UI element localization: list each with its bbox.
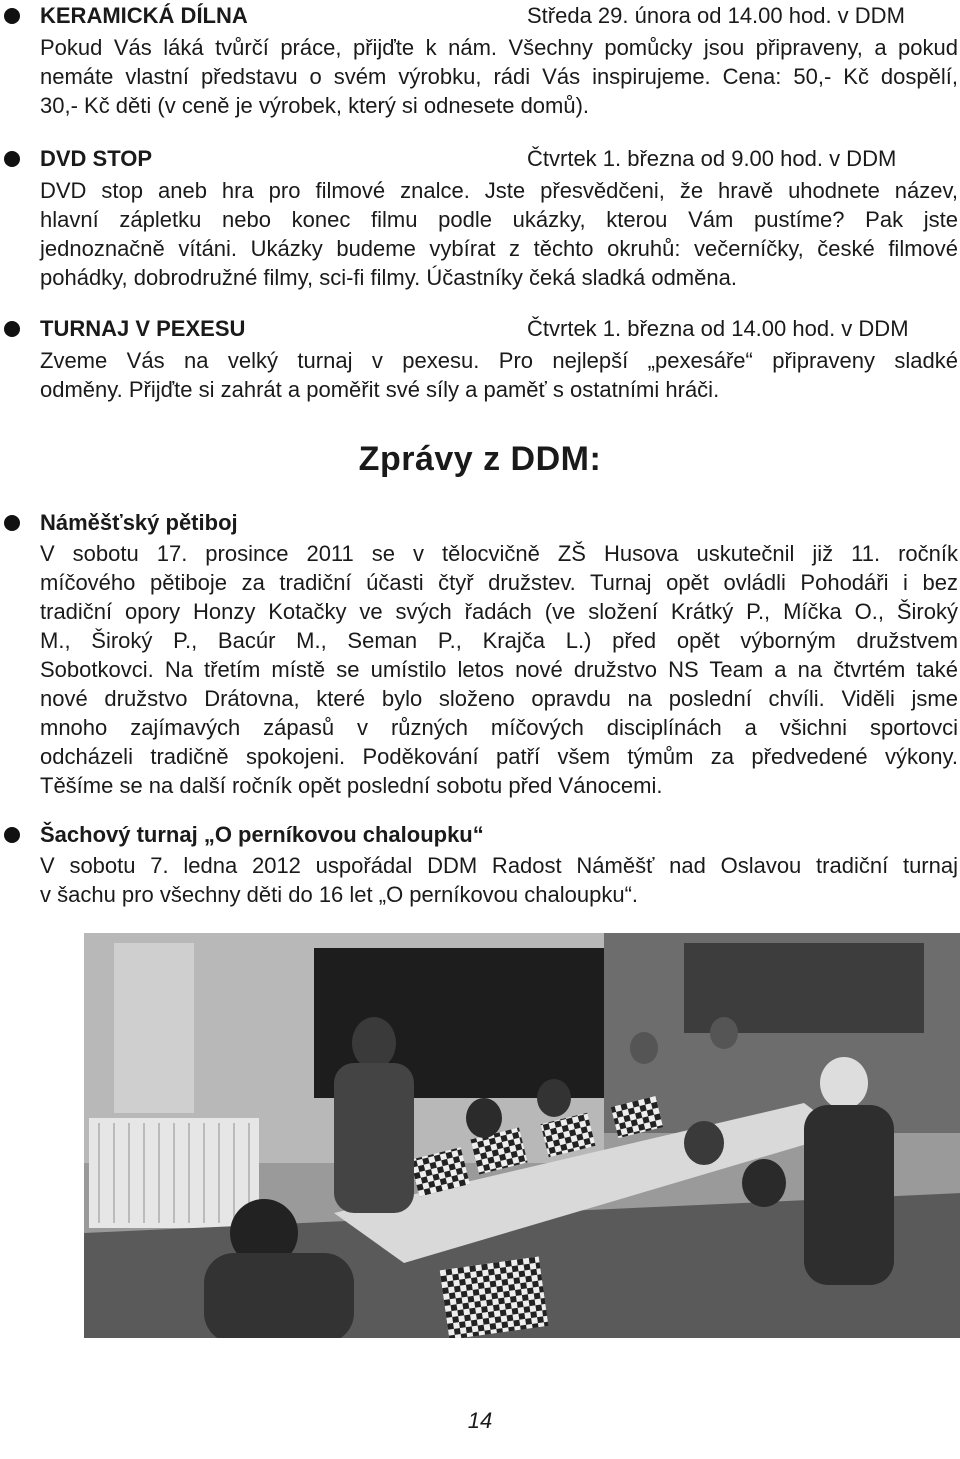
bullet-icon [4, 827, 20, 843]
bullet-icon [4, 151, 20, 167]
text-line: V sobotu 7. ledna 2012 uspořádal DDM Radost Náměšť nad Oslavou tradiční turnaj [40, 853, 958, 878]
text-line: Pokud Vás láká tvůrčí práce, přijďte k nám. Všechny pomůcky jsou připraveny, a pokud [40, 35, 958, 60]
news-body [40, 539, 958, 800]
text-line: Zveme Vás na velký turnaj v pexesu. Pro nejlepší „pexesáře“ připraveny sladké [40, 348, 958, 373]
event-title: DVD STOP [40, 146, 153, 171]
text-line: V sobotu 17. prosince 2011 se v tělocvičně ZŠ Husova uskutečnil již 11. ročník [40, 541, 958, 566]
bullet-icon [4, 8, 20, 24]
text-line: jednoznačně vítáni. Ukázky budeme vybírat z těchto okruhů: večerníčky, české filmové [40, 236, 958, 261]
bullet-icon [4, 321, 20, 337]
text-line: hlavní zápletku nebo konec filmu podle ukázky, kterou Vám pustíme? Pak jste [40, 207, 958, 232]
text-line: tradiční opory Honzy Kotačky ve svých řadách (ve složení Krátký P., Míčka O., Široký [40, 599, 958, 624]
chess-tournament-photo [84, 933, 960, 1338]
text-line: Těšíme se na další ročník opět poslední sobotu před Vánocemi. [40, 773, 663, 798]
text-line: nové družstvo Drátovna, které bylo složeno opravdu na poslední chvíli. Viděli jsme [40, 686, 958, 711]
event-description [40, 176, 958, 292]
bullet-icon [4, 515, 20, 531]
event-date: Čtvrtek 1. března od 9.00 hod. v DDM [527, 146, 897, 171]
event-title: KERAMICKÁ DÍLNA [40, 3, 248, 28]
page-number: 14 [467, 1408, 493, 1433]
text-line: M., Široký P., Bacúr M., Seman P., Krajča L.) před opět výborným družstvem [40, 628, 958, 653]
text-line: odměny. Přijďte si zahrát a poměřit své síly a paměť s ostatními hráči. [40, 377, 720, 402]
text-line: 30,- Kč děti (v ceně je výrobek, který si odnesete domů). [40, 93, 590, 118]
text-line: Sobotkovci. Na třetím místě se umístilo letos nové družstvo NS Team a na čtvrtém také [40, 657, 958, 682]
news-title: Šachový turnaj „O perníkovou chaloupku“ [40, 822, 484, 847]
text-line: míčového pětiboje za tradiční účasti čtyř družstev. Turnaj opět ovládli Pohodáři i bez [40, 570, 958, 595]
event-title: TURNAJ V PEXESU [40, 316, 246, 341]
news-title: Náměšťský pětiboj [40, 510, 238, 535]
section-title: Zprávy z DDM: [358, 440, 602, 478]
text-line: odcházeli tradičně spokojeni. Poděkování patří všem týmům za předvedené výkony. [40, 744, 958, 769]
news-body [40, 851, 958, 909]
text-line: v šachu pro všechny děti do 16 let „O perníkovou chaloupku“. [40, 882, 639, 907]
event-description [40, 33, 958, 120]
event-date: Středa 29. února od 14.00 hod. v DDM [527, 3, 905, 28]
text-line: mnoho zajímavých zápasů v různých míčových disciplínách a všichni sportovci [40, 715, 958, 740]
text-line: DVD stop aneb hra pro filmové znalce. Jste přesvědčeni, že hravě uhodnete název, [40, 178, 958, 203]
event-description [40, 346, 958, 404]
text-line: nemáte vlastní představu o svém výrobku, rádi Vás inspirujeme. Cena: 50,- Kč dospělí, [40, 64, 958, 89]
text-line: pohádky, dobrodružné filmy, sci-fi filmy. Účastníky čeká sladká odměna. [40, 265, 737, 290]
photo-drawing [84, 933, 960, 1338]
event-date: Čtvrtek 1. března od 14.00 hod. v DDM [527, 316, 909, 341]
